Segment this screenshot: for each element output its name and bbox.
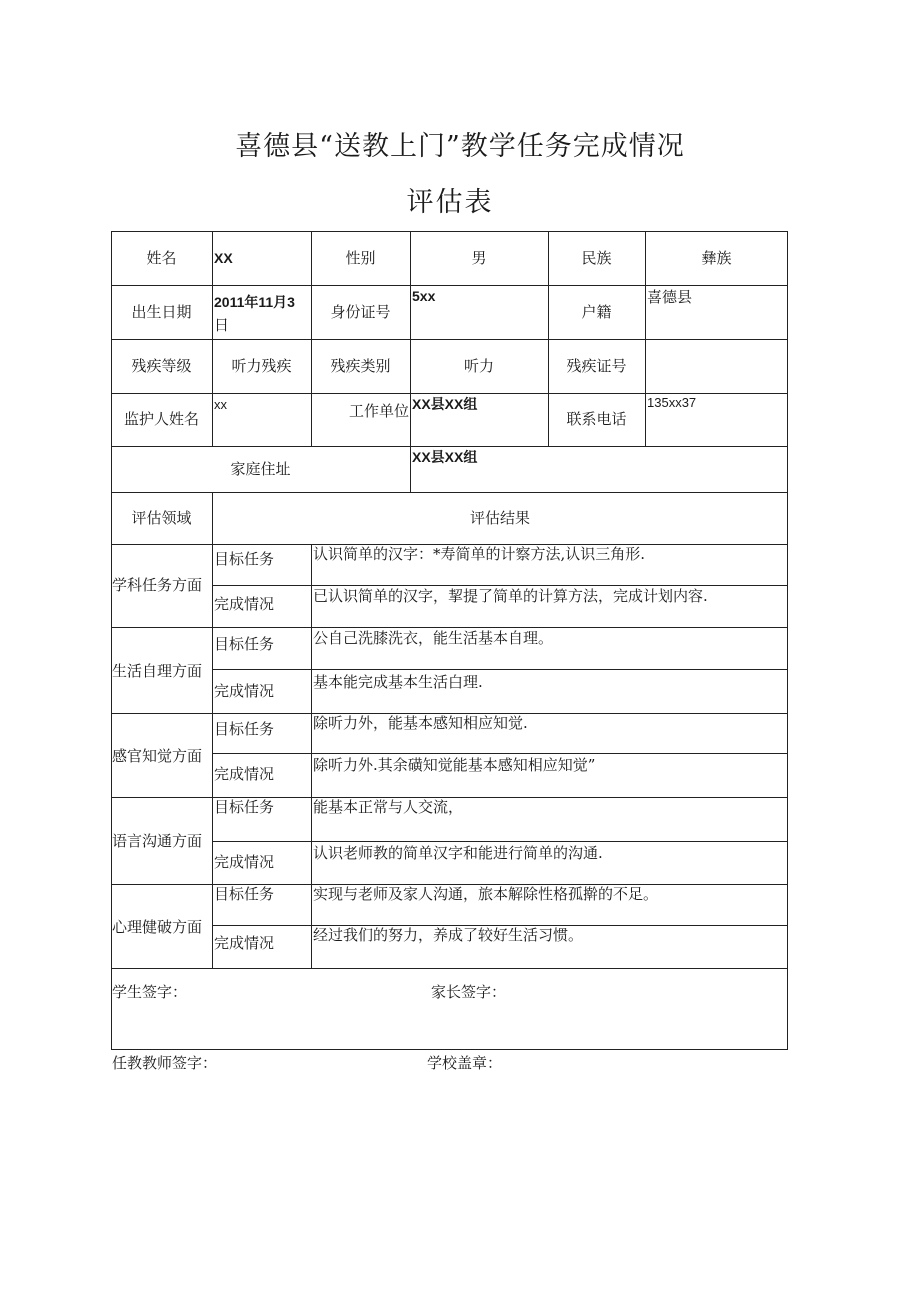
work-unit-value: XX县XX组 <box>412 396 478 412</box>
phone-label: 联系电话 <box>566 410 627 428</box>
phone-value: 135xx37 <box>647 395 697 410</box>
result-header: 评估结果 <box>469 509 530 527</box>
ethnicity-label: 民族 <box>581 249 612 267</box>
gender-label: 性别 <box>345 249 376 267</box>
student-signature-label: 学生签字： <box>112 983 188 1001</box>
disability-level-label: 残疾等级 <box>131 357 192 375</box>
section-domain: 感官知觉方面 <box>112 747 203 765</box>
done-text: 已认识简单的汉字，挈提了简单的计算方法，完成计划内容. <box>313 587 708 605</box>
name-label: 姓名 <box>146 249 177 267</box>
section-domain: 心理健破方面 <box>112 918 203 936</box>
birth-value-line2: 日 <box>214 316 230 334</box>
goal-label: 目标任务 <box>214 720 275 738</box>
goal-text: 能基本正常与人交流， <box>313 798 464 816</box>
guardian-value: xx <box>214 397 227 412</box>
document-subtitle: 评估表 <box>406 187 494 218</box>
done-text: 基本能完成基本生活白理. <box>313 673 483 691</box>
done-label: 完成情况 <box>214 934 275 952</box>
household-label: 户籍 <box>581 303 612 321</box>
done-text: 经过我们的努力，养成了较好生活习惯。 <box>313 926 584 944</box>
document-title: 喜德县“送教上门”教学任务完成情况 <box>235 131 685 162</box>
parent-signature-label: 家长签字： <box>431 983 507 1001</box>
name-value: XX <box>214 250 233 266</box>
work-unit-label: 工作单位 <box>349 402 410 420</box>
disability-level-value: 听力残疾 <box>231 357 292 375</box>
goal-text: 实现与老师及家人沟通，旅本解除性格孤擀的不足。 <box>313 885 659 903</box>
goal-text: 认识简单的汉字：*寿简单的计察方法,认识三角形. <box>313 545 646 563</box>
household-value: 喜德县 <box>647 288 693 306</box>
section-domain: 语言沟通方面 <box>112 832 203 850</box>
guardian-label: 监护人姓名 <box>123 410 199 428</box>
gender-value: 男 <box>471 249 487 267</box>
id-value: 5xx <box>412 288 436 304</box>
disability-cert-label: 残疾证号 <box>566 357 627 375</box>
address-label: 家庭住址 <box>230 460 291 478</box>
goal-label: 目标任务 <box>214 798 275 816</box>
goal-label: 目标任务 <box>214 635 275 653</box>
teacher-signature-label: 任教教师签字： <box>112 1054 218 1072</box>
evaluation-table <box>111 231 788 1050</box>
domain-header: 评估领域 <box>131 509 192 527</box>
done-text: 认识老师教的简单汉字和能进行简单的沟通. <box>313 844 603 862</box>
done-label: 完成情况 <box>214 682 275 700</box>
birth-value-line1: 2011年11月3 <box>214 294 295 310</box>
disability-type-label: 残疾类别 <box>330 357 391 375</box>
goal-text: 除听力外，能基本感知相应知觉. <box>313 714 528 732</box>
birth-label: 出生日期 <box>131 303 192 321</box>
goal-text: 公自己洗膝洗衣，能生活基本自理。 <box>313 629 554 647</box>
ethnicity-value: 彝族 <box>701 249 732 267</box>
done-label: 完成情况 <box>214 853 275 871</box>
section-domain: 学科任务方面 <box>112 576 203 594</box>
address-value: XX县XX组 <box>412 449 478 465</box>
disability-type-value: 听力 <box>463 357 494 375</box>
done-label: 完成情况 <box>214 765 275 783</box>
goal-label: 目标任务 <box>214 885 275 903</box>
done-text: 除听力外.其余磺知觉能基本感知相应知觉” <box>313 756 596 774</box>
done-label: 完成情况 <box>214 595 275 613</box>
school-seal-label: 学校盖章： <box>427 1054 503 1072</box>
id-label: 身份证号 <box>330 303 391 321</box>
goal-label: 目标任务 <box>214 550 275 568</box>
section-domain: 生活自理方面 <box>112 662 203 680</box>
